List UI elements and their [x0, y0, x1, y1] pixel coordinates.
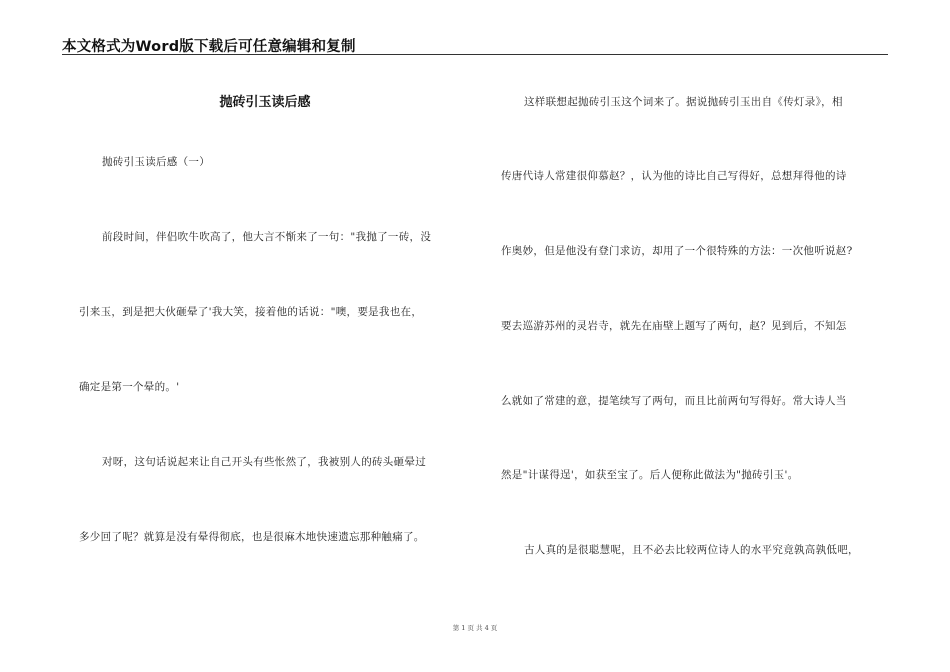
- header-text: 本文格式为Word版下载后可任意编辑和复制: [62, 39, 356, 55]
- right-paragraph-line: 传唐代诗人常建很仰慕赵？，认为他的诗比自己写得好，总想拜得他的诗: [501, 170, 847, 182]
- page-number-footer: 第 1 页 共 4 页: [452, 624, 498, 632]
- left-paragraph-line: 前段时间，伴侣吹牛吹高了，他大言不惭来了一句："我抛了一砖，没: [102, 231, 432, 243]
- right-paragraph-line: 这样联想起抛砖引玉这个词来了。据说抛砖引玉出自《传灯录》，相: [524, 96, 843, 108]
- right-paragraph-line: 然是"计谋得逞'，如获至宝了。后人便称此做法为"抛砖引玉'。: [501, 469, 799, 481]
- right-paragraph-line: 古人真的是很聪慧呢，且不必去比较两位诗人的水平究竟孰高孰低吧，: [524, 544, 859, 556]
- document-title: 抛砖引玉读后感: [219, 95, 311, 110]
- left-paragraph-line: 引来玉，到是把大伙砸晕了'我大笑，接着他的话说："噢，要是我也在，: [79, 306, 423, 318]
- right-paragraph-line: 要去巡游苏州的灵岩寺，就先在庙壁上题写了两句，赵？见到后，不知怎: [501, 320, 847, 332]
- left-paragraph-line: 抛砖引玉读后感（一）: [102, 156, 210, 168]
- right-paragraph-line: 作奥妙，但是他没有登门求访，却用了一个很特殊的方法：一次他听说赵?: [501, 245, 853, 257]
- page-header: [62, 34, 888, 55]
- left-paragraph-line: 多少回了呢？就算是没有晕得彻底，也是很麻木地快速遗忘那种触痛了。: [79, 531, 425, 543]
- left-paragraph-line: 确定是第一个晕的。': [79, 381, 180, 393]
- left-paragraph-line: 对呀，这句话说起来让自己开头有些怅然了，我被别人的砖头砸晕过: [102, 456, 426, 468]
- right-paragraph-line: 么就如了常建的意，提笔续写了两句，而且比前两句写得好。常大诗人当: [501, 395, 847, 407]
